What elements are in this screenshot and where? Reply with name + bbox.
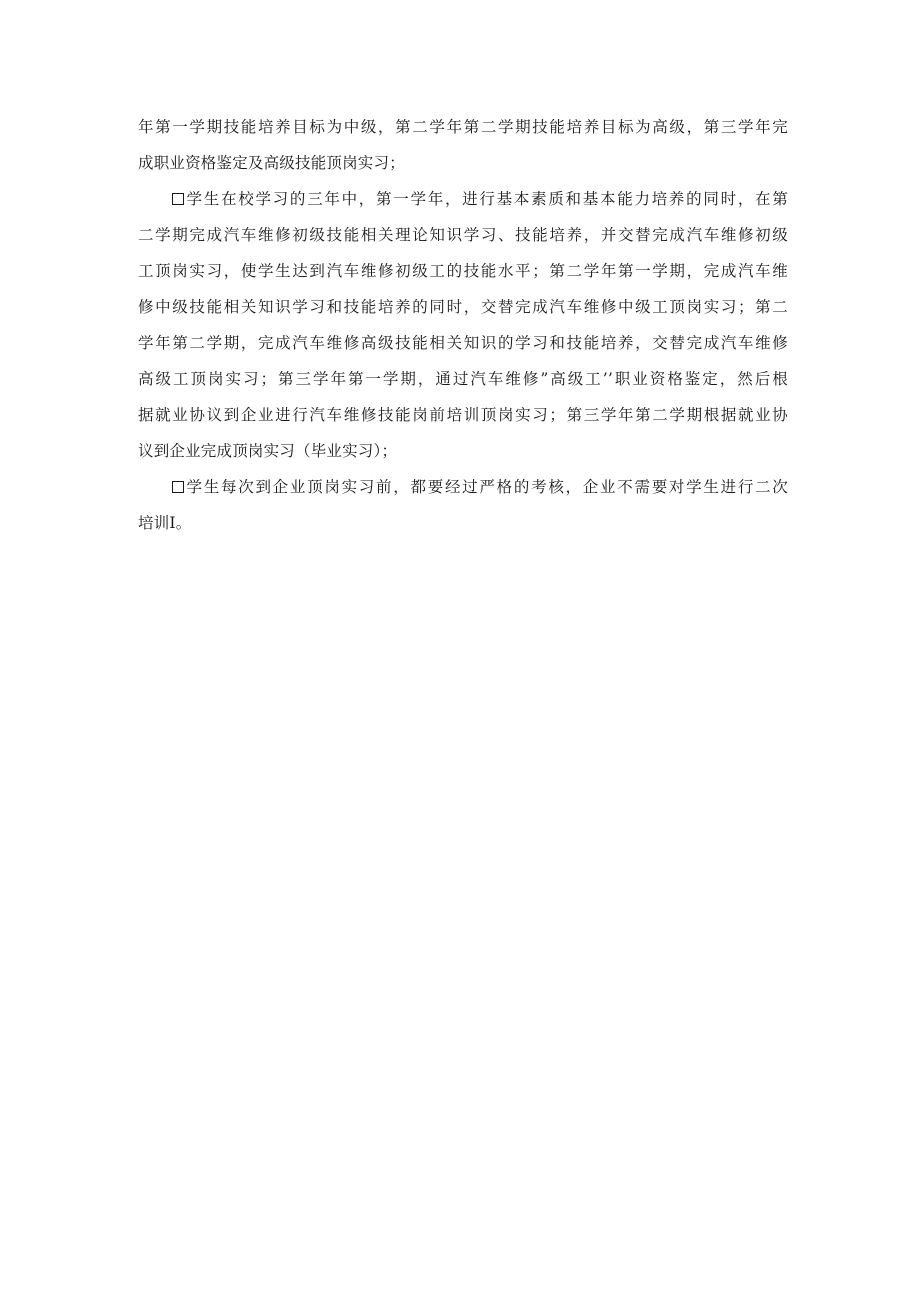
paragraph-3-line-1-text: 学生每次到企业顶岗实习前，都要经过严格的考核，企业不需要对学生进行二次 <box>185 478 788 496</box>
paragraph-2-line-6: 高级工顶岗实习；第三学年第一学期，通过汽车维修”高级工’’职业资格鉴定，然后根 <box>138 370 788 388</box>
paragraph-1-line-2: 成职业资格鉴定及高级技能顶岗实习； <box>138 154 405 172</box>
paragraph-1-line-1: 年第一学期技能培养目标为中级，第二学年第二学期技能培养目标为高级，第三学年完 <box>138 118 788 136</box>
paragraph-2-line-8: 议到企业完成顶岗实习（毕业实习）； <box>138 442 398 460</box>
paragraph-2-line-4: 修中级技能相关知识学习和技能培养的同时，交替完成汽车维修中级工顶岗实习；第二 <box>138 298 788 316</box>
paragraph-2-line-2: 二学期完成汽车维修初级技能相关理论知识学习、技能培养，并交替完成汽车维修初级 <box>138 226 788 244</box>
paragraph-2-line-1-text: 学生在校学习的三年中，第一学年，进行基本素质和基本能力培养的同时，在第 <box>185 190 788 208</box>
checkbox-bullet-icon <box>172 481 184 493</box>
checkbox-bullet-icon <box>172 193 184 205</box>
paragraph-2-line-7: 据就业协议到企业进行汽车维修技能岗前培训顶岗实习；第三学年第二学期根据就业协 <box>138 406 788 424</box>
paragraph-3-line-2: 培训I。 <box>138 514 192 532</box>
paragraph-2-line-3: 工顶岗实习，使学生达到汽车维修初级工的技能水平；第二学年第一学期，完成汽车维 <box>138 262 788 280</box>
paragraph-3-line-1 <box>172 477 788 497</box>
paragraph-2-line-5: 学年第二学期，完成汽车维修高级技能相关知识的学习和技能培养，交替完成汽车维修 <box>138 334 788 352</box>
paragraph-2-line-1 <box>172 189 788 209</box>
